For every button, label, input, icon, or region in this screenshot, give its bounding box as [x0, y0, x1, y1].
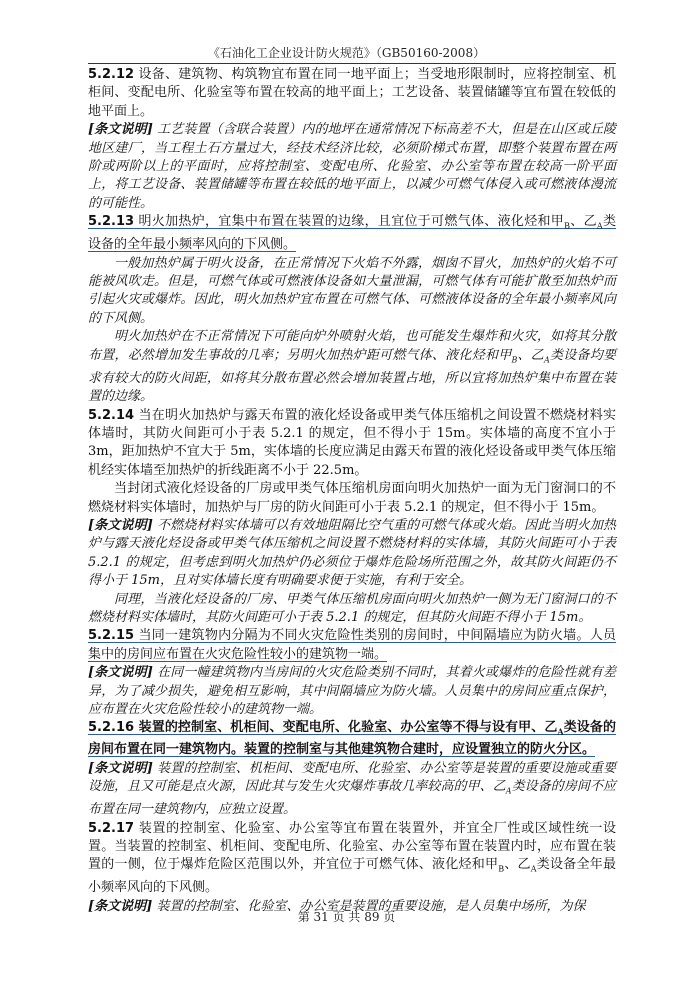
clause-text: 设备、建筑物、构筑物宜布置在同一地平面上；当受地形限制时，应将控制室、机柜间、变配电所、化验室等布置在较高的地平面上；工艺设备、装置储罐等宜布置在较低的地平面上。 [88, 67, 616, 119]
clause-text: 当在明火加热炉与露天布置的液化烃设备或甲类气体压缩机之间设置不燃烧材料实体墙时，其防火间距可小于表 5.2.1 的规定，但不得小于 15m。实体墙的高度不宜小于 3m，距加热炉不宜大于 5m，实体墙的长度应满足由露天布置的液化烃设备或甲类气体压缩机经实体墙至加热炉的折线距离不小于 22.5m。 [88, 407, 616, 478]
explanation-5-2-13-p2: 明火加热炉在不正常情况下可能向炉外喷射火焰，也可能发生爆炸和火灾，如将其分散布置，必然增加发生事故的几率；另明火加热炉距可燃气体、液化烃和甲$_B$、乙$_A$类设备均要求有较大的防火间距，如将其分散布置必然会增加装置占地，所以宜将加热炉集中布置在装置的边缘。 [88, 329, 616, 405]
explanation-5-2-14-p2: 同理，当液化烃设备的厂房、甲类气体压缩机房面向明火加热炉一侧为无门窗洞口的不燃烧材料实体墙时，其防火间距可小于表 5.2.1 的规定，但其防火间距不得小于 15m。 [88, 591, 616, 625]
explanation-5-2-12 [88, 121, 616, 213]
document-body [88, 66, 616, 916]
clause-5-2-15 [88, 627, 616, 664]
clause-5-2-16: 5.2.16 装置的控制室、机柜间、变配电所、化验室、办公室等不得与设有甲、乙$_A$类设备的房间布置在同一建筑物内。装置的控制室与其他建筑物合建时，应设置独立的防火分区。 [88, 720, 616, 758]
clause-5-2-13: 5.2.13 明火加热炉，宜集中布置在装置的边缘，且宜位于可燃气体、液化烃和甲$_B$、乙$_A$类设备的全年最小频率风向的下风侧。 [88, 214, 616, 253]
clause-number: 5.2.15 [88, 628, 135, 644]
clause-5-2-12 [88, 66, 616, 121]
clause-5-2-14-p2: 当封闭式液化烃设备的厂房或甲类气体压缩机房面向明火加热炉一面为无门窗洞口的不燃烧材料实体墙时，加热炉与厂房的防火间距可小于表 5.2.1 的规定，但不得小于 15m。 [88, 481, 616, 515]
explanation-label: [条文说明] [88, 517, 153, 533]
explanation-text: 不燃烧材料实体墙可以有效地阻隔比空气重的可燃气体或火焰。因此当明火加热炉与露天液化烃设备或甲类气体压缩机之间设置不燃烧材料的实体墙，其防火间距可小于表 5.2.1 的规定，但考虑到明火加热炉仍必须位于爆炸危险场所范围之外，故其防火间距仍不得小于 15m，且对实体墙长度有明确要求便于实施，有利于安全。 [88, 517, 616, 589]
page-footer: 第 31 页 共 89 页 [297, 910, 396, 924]
clause-number: 5.2.16 [88, 720, 135, 736]
explanation-label: [条文说明] [88, 665, 153, 681]
clause-text: 当同一建筑物内分隔为不同火灾危险性类别的房间时，中间隔墙应为防火墙。人员集中的房间应布置在火灾危险性较小的建筑物一端。 [88, 628, 616, 662]
explanation-5-2-16: [条文说明] 装置的控制室、机柜间、变配电所、化验室、办公室等是装置的重要设施或重要设施，且又可能是点火源，因此其与发生火灾爆炸事故几率较高的甲、乙$_A$类设备的房间不应布置在同一建筑物内，应独立设置。 [88, 760, 616, 818]
explanation-text: 工艺装置（含联合装置）内的地坪在通常情况下标高差不大，但是在山区或丘陵地区建厂，当工程土石方量过大，经技术经济比较，必须阶梯式布置，即整个装置布置在两阶或两阶以上的平面时，应将控制室、变配电所、化验室、办公室等布置在较高一阶平面上，将工艺设备、装置储罐等布置在较低的地平面上，以减少可燃气体侵入或可燃液体漫流的可能性。 [88, 122, 616, 211]
clause-number: 5.2.17 [88, 820, 135, 836]
explanation-label: [条文说明] [88, 898, 153, 914]
explanation-5-2-13-p1: 一般加热炉属于明火设备，在正常情况下火焰不外露，烟囱不冒火，加热炉的火焰不可能被风吹走。但是，可燃气体或可燃液体设备如大量泄漏，可燃气体有可能扩散至加热炉而引起火灾或爆炸。因此，明火加热炉宜布置在可燃气体、可燃液体设备的全年最小频率风向的下风侧。 [88, 255, 616, 326]
explanation-text: 在同一幢建筑物内当房间的火灾危险类别不同时，其着火或爆炸的危险性就有差异，为了减少损失，避免相互影响，其中间隔墙应为防火墙。人员集中的房间应重点保护，应布置在火灾危险性较小的建筑物一端。 [88, 665, 616, 717]
clause-number: 5.2.14 [88, 407, 135, 423]
clause-5-2-14 [88, 407, 616, 481]
explanation-label: [条文说明] [88, 760, 153, 776]
explanation-label: [条文说明] [88, 122, 153, 138]
clause-5-2-17: 5.2.17 装置的控制室、化验室、办公室等宜布置在装置外，并宜全厂性或区域性统一设置。当装置的控制室、机柜间、变配电所、化验室、办公室等布置在装置内时，应布置在装置的一侧，位于爆炸危险区范围以外，并宜位于可燃气体、液化烃和甲$_B$、乙$_A$类设备全年最小频率风向的下风侧。 [88, 820, 616, 896]
clause-number: 5.2.13 [88, 214, 135, 230]
header-rule [88, 63, 616, 64]
clause-number: 5.2.12 [88, 67, 135, 82]
explanation-5-2-15 [88, 664, 616, 719]
page-header: 《石油化工企业设计防火规范》（GB50160-2008） [207, 46, 486, 60]
explanation-5-2-14 [88, 517, 616, 591]
explanation-text: 装置的控制室、化验室、办公室是装置的重要设施，是人员集中场所，为保 [152, 898, 586, 914]
